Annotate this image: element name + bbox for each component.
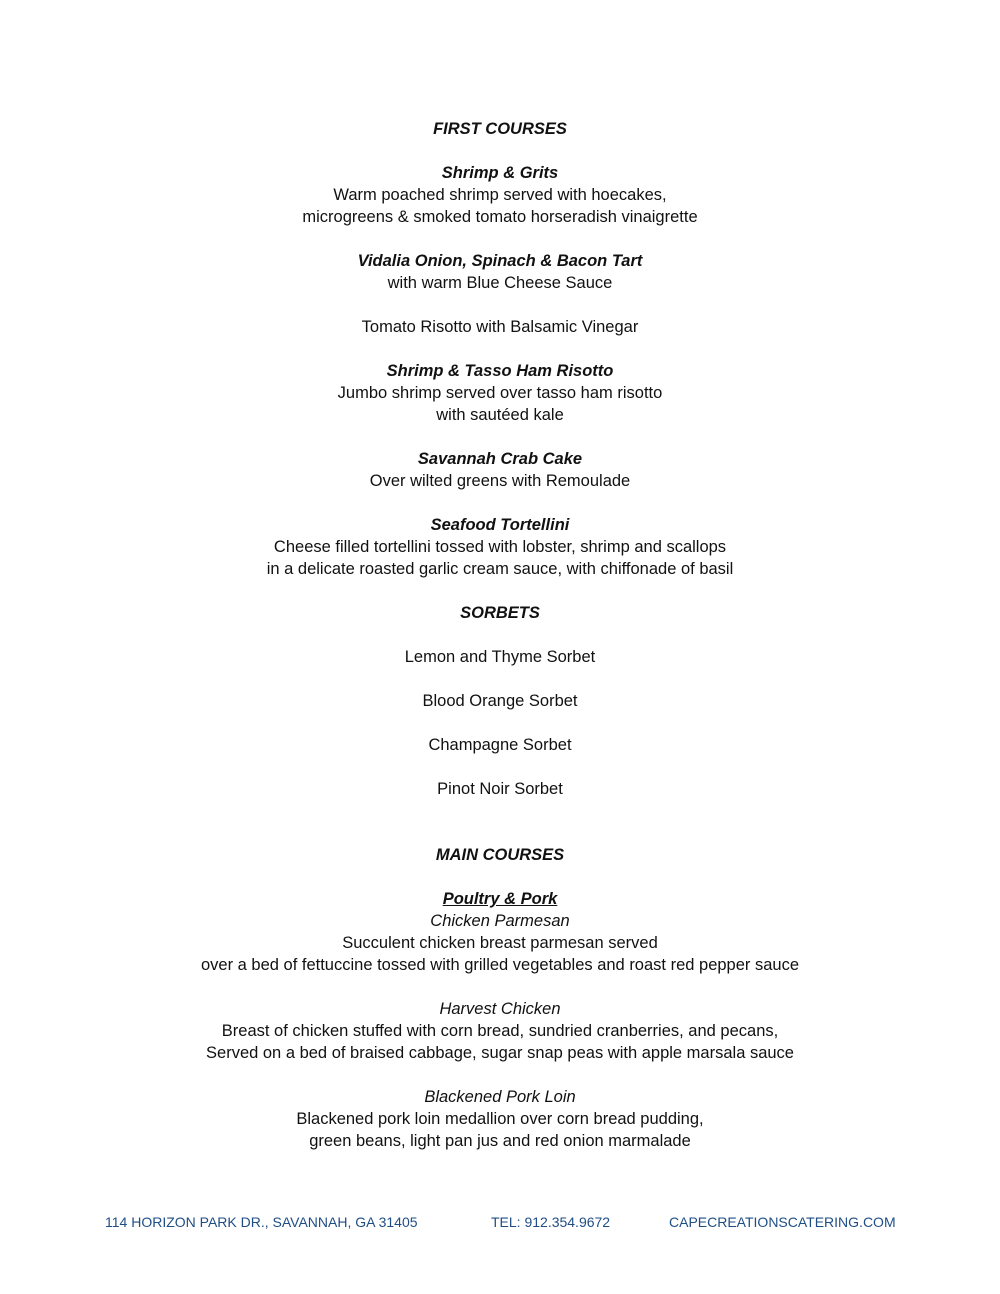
first-courses-heading: FIRST COURSES — [433, 120, 567, 138]
poultry-pork-subheading: Poultry & Pork — [442, 890, 558, 908]
footer-telephone: TEL: 912.354.9672 — [491, 1214, 611, 1230]
item-description: Warm poached shrimp served with hoecakes, — [333, 186, 667, 204]
menu-item-shrimp-grits — [0, 162, 1000, 228]
item-title: Blackened Pork Loin — [424, 1088, 576, 1106]
item-title: Shrimp & Tasso Ham Risotto — [386, 362, 614, 380]
menu-item-crab-cake — [0, 448, 1000, 492]
item-title: Vidalia Onion, Spinach & Bacon Tart — [357, 252, 643, 270]
item-description: Succulent chicken breast parmesan served — [342, 934, 658, 952]
item-description: Jumbo shrimp served over tasso ham risotto — [337, 384, 663, 402]
item-description: in a delicate roasted garlic cream sauce, with chiffonade of basil — [266, 560, 734, 578]
sorbet-item: Champagne Sorbet — [428, 736, 572, 754]
menu-item-chicken-parmesan — [0, 910, 1000, 976]
item-description: with warm Blue Cheese Sauce — [387, 274, 613, 292]
page-footer — [0, 1214, 1000, 1234]
item-description: over a bed of fettuccine tossed with grilled vegetables and roast red pepper sauce — [200, 956, 800, 974]
item-title: Shrimp & Grits — [441, 164, 559, 182]
item-description: Blackened pork loin medallion over corn bread pudding, — [296, 1110, 704, 1128]
menu-page — [0, 118, 1000, 1152]
main-courses-section — [0, 844, 1000, 1152]
footer-address: 114 HORIZON PARK DR., SAVANNAH, GA 31405 — [105, 1214, 418, 1230]
sorbets-section — [0, 602, 1000, 800]
item-description: Breast of chicken stuffed with corn bread, sundried cranberries, and pecans, — [221, 1022, 779, 1040]
sorbets-heading: SORBETS — [460, 604, 540, 622]
sorbet-item: Pinot Noir Sorbet — [437, 780, 563, 798]
sorbet-item: Blood Orange Sorbet — [422, 692, 578, 710]
item-title: Chicken Parmesan — [430, 912, 570, 930]
menu-item-blackened-pork-loin — [0, 1086, 1000, 1152]
menu-item-tomato-risotto — [0, 316, 1000, 338]
footer-website-link[interactable]: CAPECREATIONSCATERING.COM — [669, 1214, 896, 1230]
menu-item-seafood-tortellini — [0, 514, 1000, 580]
menu-item-vidalia-tart — [0, 250, 1000, 294]
item-description: Cheese filled tortellini tossed with lobster, shrimp and scallops — [273, 538, 727, 556]
first-courses-section — [0, 118, 1000, 580]
item-description: microgreens & smoked tomato horseradish vinaigrette — [302, 208, 698, 226]
main-courses-heading: MAIN COURSES — [435, 846, 565, 864]
item-title: Seafood Tortellini — [430, 516, 570, 534]
item-description: Tomato Risotto with Balsamic Vinegar — [361, 318, 639, 336]
item-description: with sautéed kale — [436, 406, 564, 424]
sorbet-item: Lemon and Thyme Sorbet — [404, 648, 596, 666]
menu-item-shrimp-tasso-risotto — [0, 360, 1000, 426]
item-description: green beans, light pan jus and red onion marmalade — [309, 1132, 691, 1150]
item-title: Harvest Chicken — [439, 1000, 561, 1018]
item-title: Savannah Crab Cake — [417, 450, 583, 468]
menu-item-harvest-chicken — [0, 998, 1000, 1064]
item-description: Over wilted greens with Remoulade — [369, 472, 631, 490]
item-description: Served on a bed of braised cabbage, sugar snap peas with apple marsala sauce — [206, 1044, 794, 1062]
